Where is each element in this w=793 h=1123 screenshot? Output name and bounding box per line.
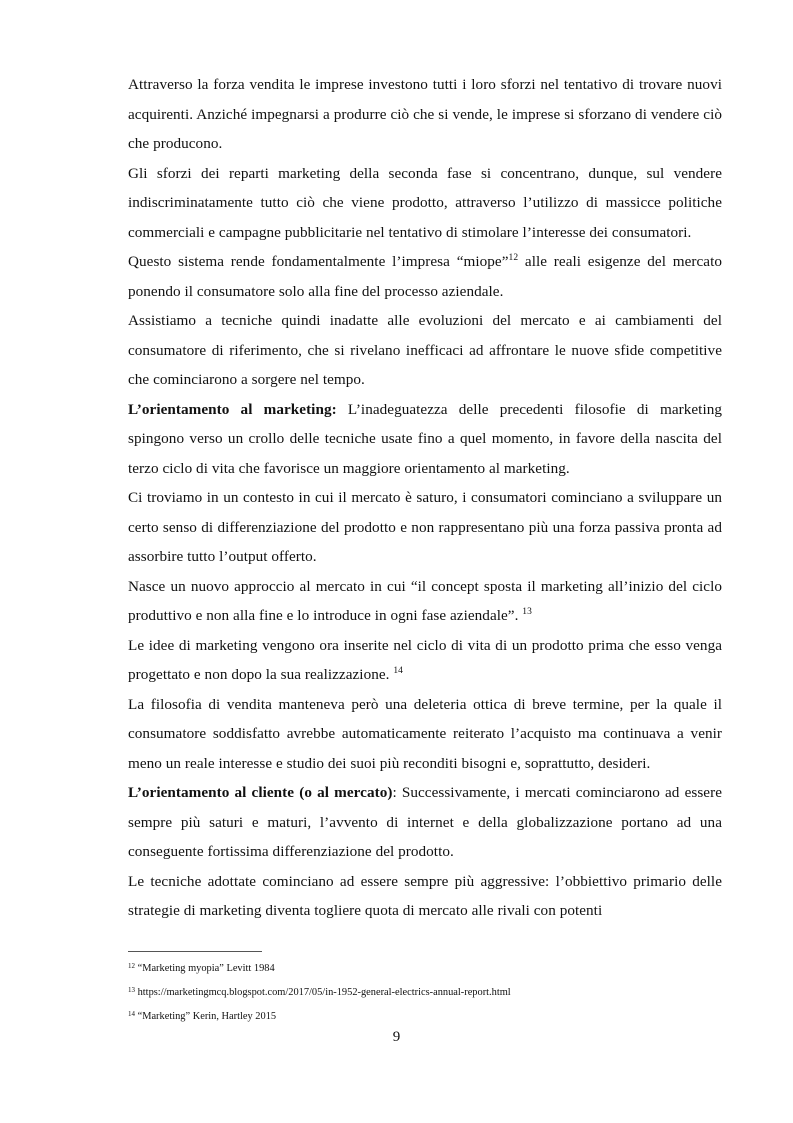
footnote-number: 13 bbox=[128, 986, 135, 994]
section-heading: L’orientamento al cliente (o al mercato) bbox=[128, 784, 393, 801]
paragraph bbox=[128, 483, 722, 572]
footnote-number: 12 bbox=[128, 962, 135, 970]
paragraph-text: Attraverso la forza vendita le imprese investono tutti i loro sforzi nel tentativo di trovare nuovi acquirenti. Anziché impegnarsi a produrre ciò che si vende, le imprese si sforzano di vendere ciò che producono. bbox=[128, 76, 722, 152]
footnote-separator bbox=[128, 951, 262, 952]
paragraph bbox=[128, 70, 722, 159]
paragraph bbox=[128, 306, 722, 395]
paragraph-text: : Successivamente, i mercati cominciarono ad essere sempre più saturi e maturi, l’avvento di internet e della globalizzazione portano ad una conseguente fortissima differenziazione del prodotto. bbox=[128, 784, 722, 860]
footnote-number: 14 bbox=[128, 1010, 135, 1018]
paragraph-text: Ci troviamo in un contesto in cui il mercato è saturo, i consumatori cominciano a sviluppare un certo senso di differenziazione del prodotto e non rappresentano più una forza passiva pronta ad assorbire tutto l’output offerto. bbox=[128, 489, 722, 565]
footnote bbox=[128, 962, 728, 975]
footnote-ref: 13 bbox=[522, 607, 532, 617]
paragraph-text: alle reali esigenze del mercato ponendo il consumatore solo alla fine del processo aziendale. bbox=[128, 253, 722, 300]
footnote-ref: 12 bbox=[508, 253, 519, 263]
paragraph-text: Assistiamo a tecniche quindi inadatte alle evoluzioni del mercato e ai cambiamenti del consumatore di riferimento, che si rivelano inefficaci ad affrontare le nuove sfide competitive che cominciarono a sorgere nel tempo. bbox=[128, 312, 722, 388]
paragraph bbox=[128, 778, 722, 867]
footnote-text: https://marketingmcq.blogspot.com/2017/05/in-1952-general-electrics-annual-report.html bbox=[135, 987, 511, 998]
paragraph-text: Le idee di marketing vengono ora inserite nel ciclo di vita di un prodotto prima che esso venga progettato e non dopo la sua realizzazione. bbox=[128, 636, 722, 683]
paragraph bbox=[128, 867, 722, 926]
body-text bbox=[128, 70, 722, 926]
paragraph bbox=[128, 631, 722, 690]
paragraph-text: Nasce un nuovo approccio al mercato in cui “il concept sposta il marketing all’inizio del ciclo produttivo e non alla fine e lo introduce in ogni fase aziendale”. bbox=[128, 577, 722, 624]
footnote bbox=[128, 986, 728, 999]
paragraph bbox=[128, 247, 722, 306]
paragraph bbox=[128, 159, 722, 248]
section-heading: L’orientamento al marketing: bbox=[128, 400, 337, 418]
footnotes bbox=[128, 962, 728, 1034]
paragraph bbox=[128, 690, 722, 779]
paragraph-text: Questo sistema rende fondamentalmente l’impresa “miope” bbox=[128, 253, 509, 270]
paragraph-text: La filosofia di vendita manteneva però una deleteria ottica di breve termine, per la quale il consumatore soddisfatto avrebbe automaticamente reiterato l’acquisto ma continuava a venir meno un reale interesse e studio dei suoi più reconditi bisogni e, soprattutto, desideri. bbox=[128, 695, 722, 772]
footnote-text: “Marketing” Kerin, Hartley 2015 bbox=[135, 1011, 277, 1022]
paragraph bbox=[128, 395, 722, 484]
paragraph-text: L’inadeguatezza delle precedenti filosofie di marketing spingono verso un crollo delle tecniche usate fino a quel momento, in favore della nascita del terzo ciclo di vita che favorisce un maggiore orientamento al marketing. bbox=[128, 400, 722, 477]
paragraph bbox=[128, 572, 722, 631]
footnote-ref: 14 bbox=[393, 666, 403, 676]
paragraph-text: Le tecniche adottate cominciano ad essere sempre più aggressive: l’obbiettivo primario delle strategie di marketing diventa togliere quota di mercato alle rivali con potenti bbox=[128, 872, 722, 919]
footnote bbox=[128, 1010, 728, 1023]
paragraph-text: Gli sforzi dei reparti marketing della seconda fase si concentrano, dunque, sul vendere indiscriminatamente tutto ciò che viene prodotto, attraverso l’utilizzo di massicce politiche commerciali e campagne pubblicitarie nel tentativo di stimolare l’interesse dei consumatori. bbox=[128, 164, 722, 241]
page-number: 9 bbox=[392, 1029, 401, 1045]
footnote-text: “Marketing myopia” Levitt 1984 bbox=[135, 963, 275, 974]
